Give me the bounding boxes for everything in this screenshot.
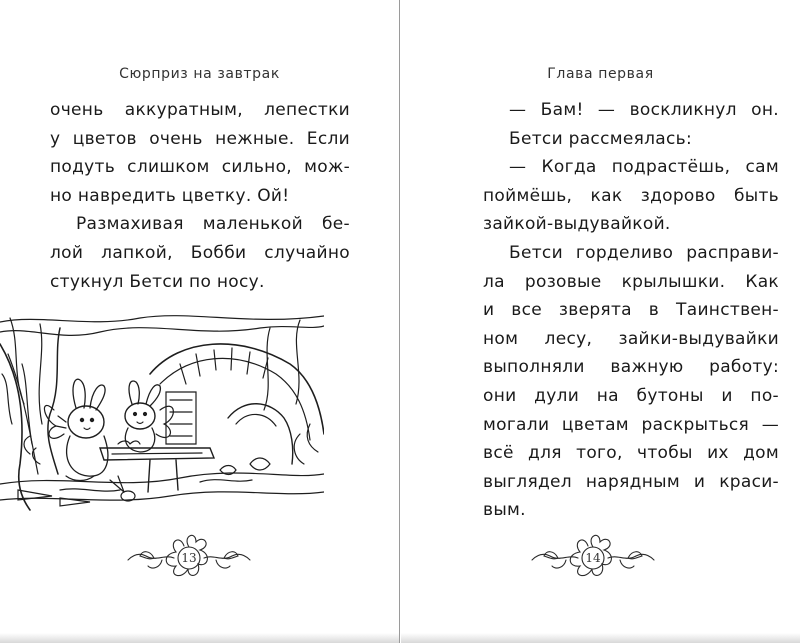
text-line: всё для того, чтобы их дом [483, 443, 779, 464]
text-line: выполняли важную работу: [483, 357, 779, 378]
text-line: ла розовые крылышки. Как [483, 271, 779, 292]
text-line: выглядел нарядным и краси- [483, 471, 779, 492]
left-page-text [50, 96, 350, 296]
right-page-text [483, 96, 779, 525]
text-line: Бетси рассмеялась: [509, 128, 693, 149]
text-line: у цветов очень нежные. Если [50, 128, 350, 149]
bunnies-illustration [0, 314, 324, 514]
text-line: Размахивая маленькой бе- [76, 214, 350, 235]
left-running-head: Сюрприз на завтрак [119, 66, 280, 82]
text-line: стукнул Бетси по носу. [50, 271, 265, 292]
text-line: — Бам! — воскликнул он. [509, 100, 779, 120]
right-running-head: Глава первая [547, 66, 654, 82]
text-line: очень аккуратным, лепестки [50, 100, 350, 120]
text-line: могали цветам раскрыться — [483, 414, 779, 435]
text-line: лой лапкой, Бобби случайно [50, 242, 350, 263]
text-line: — Когда подрастёшь, сам [509, 157, 779, 178]
text-line: вым. [483, 500, 526, 521]
text-line: ном лесу, зайки-выдувайки [483, 328, 779, 349]
text-line: поймёшь, как здорово быть [483, 185, 779, 206]
text-line: но навредить цветку. Ой! [50, 185, 290, 206]
page-number: 13 [181, 551, 197, 565]
page-number: 14 [585, 551, 601, 565]
text-line: зайкой-выдувайкой. [483, 214, 671, 235]
text-line: Бетси горделиво расправи- [509, 242, 779, 263]
text-line: и все зверята в Таинствен- [483, 300, 779, 321]
page-number-ornament [528, 526, 658, 590]
right-page [401, 0, 800, 643]
text-line: подуть слишком сильно, мож- [50, 157, 350, 178]
page-number-ornament [124, 526, 254, 590]
text-line: они дули на бутоны и по- [483, 385, 779, 406]
